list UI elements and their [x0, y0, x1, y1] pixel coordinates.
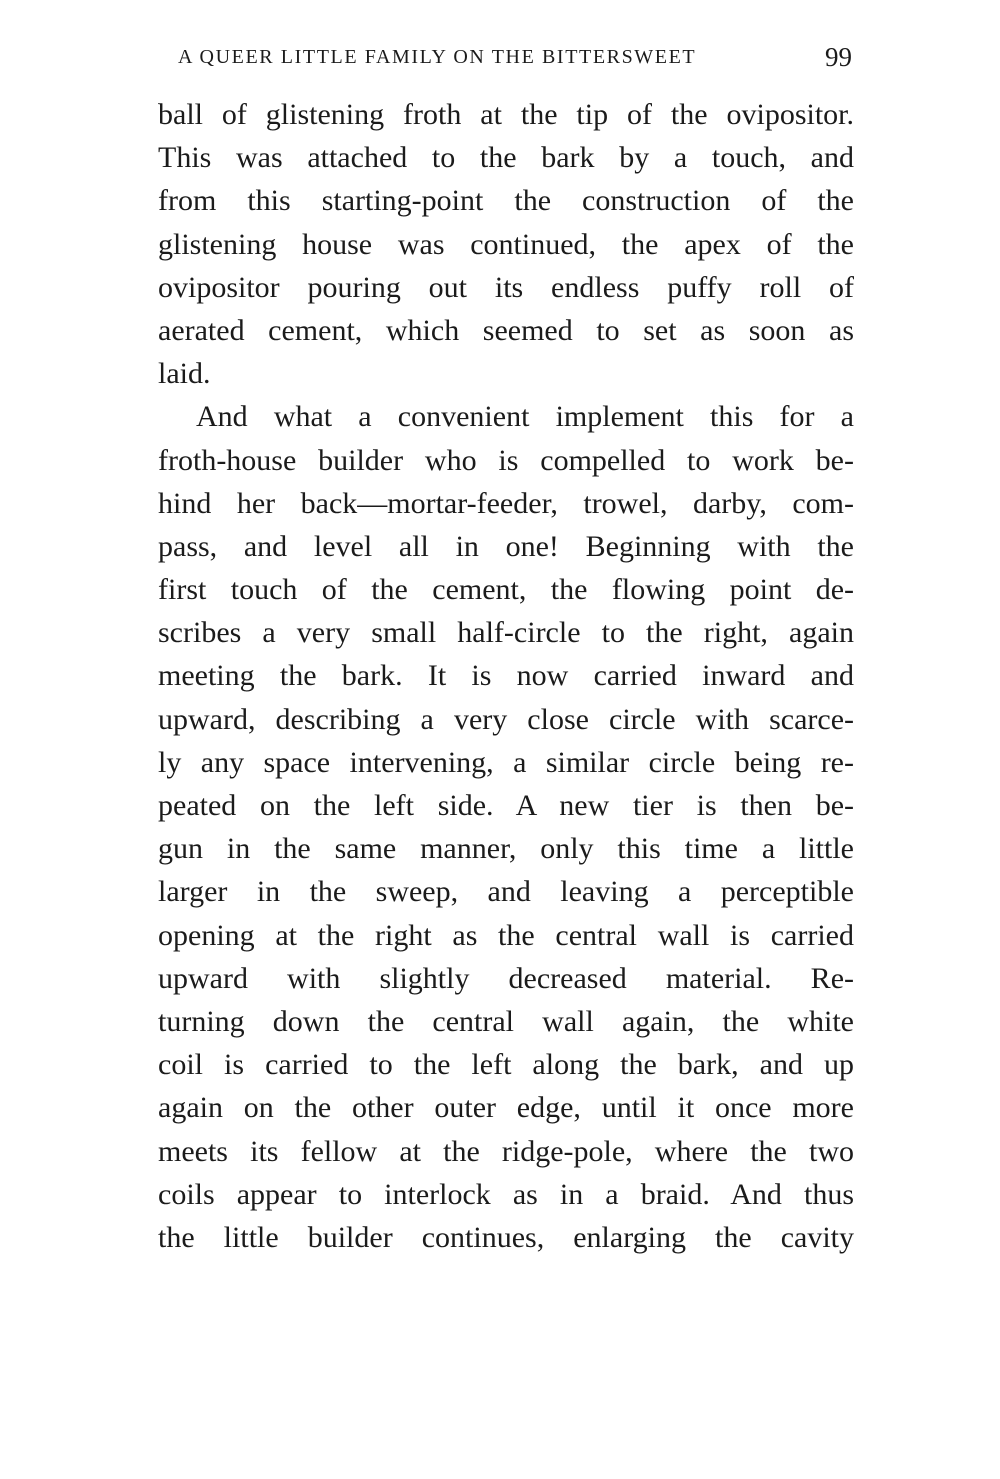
text-line: coils appear to interlock as in a braid. And thus: [158, 1177, 854, 1211]
text-line: ovipositor pouring out its endless puffy roll of: [158, 270, 854, 304]
text-line: again on the other outer edge, until it once more: [158, 1091, 854, 1125]
text-line: froth-house builder who is compelled to work be-: [158, 443, 854, 477]
text-line: upward, describing a very close circle with scarce-: [158, 702, 854, 736]
text-line: This was attached to the bark by a touch, and: [158, 141, 854, 175]
text-line: glistening house was continued, the apex of the: [158, 227, 854, 261]
text-line: the little builder continues, enlarging the cavity: [158, 1220, 854, 1254]
text-line: hind her back—mortar-feeder, trowel, darby, com-: [158, 486, 854, 520]
running-head: [158, 42, 854, 76]
text-line: meets its fellow at the ridge-pole, where the two: [158, 1134, 854, 1168]
text-line: peated on the left side. A new tier is then be-: [158, 789, 854, 822]
text-line: larger in the sweep, and leaving a perceptible: [158, 875, 854, 909]
text-line: ball of glistening froth at the tip of the ovipositor.: [158, 98, 854, 131]
text-line: meeting the bark. It is now carried inward and: [158, 659, 854, 693]
text-line: laid.: [158, 357, 211, 391]
text-line: aerated cement, which seemed to set as soon as: [158, 313, 854, 347]
text-line: ly any space intervening, a similar circle being re-: [158, 745, 854, 779]
text-line: opening at the right as the central wall is carried: [158, 918, 854, 952]
page-number: 99: [825, 42, 852, 72]
text-line: upward with slightly decreased material. Re-: [158, 961, 854, 995]
text-line: from this starting-point the construction of the: [158, 184, 854, 218]
text-line: pass, and level all in one! Beginning with the: [158, 529, 854, 563]
text-line: gun in the same manner, only this time a little: [158, 832, 854, 866]
text-line: scribes a very small half-circle to the right, again: [158, 616, 854, 650]
text-line: coil is carried to the left along the bark, and up: [158, 1048, 854, 1082]
body-text: [158, 93, 854, 1259]
text-line: turning down the central wall again, the white: [158, 1004, 854, 1038]
running-title: A QUEER LITTLE FAMILY ON THE BITTERSWEET: [178, 46, 697, 68]
text-line: And what a convenient implement this for a: [196, 400, 854, 434]
text-line: first touch of the cement, the flowing point de-: [158, 573, 854, 607]
